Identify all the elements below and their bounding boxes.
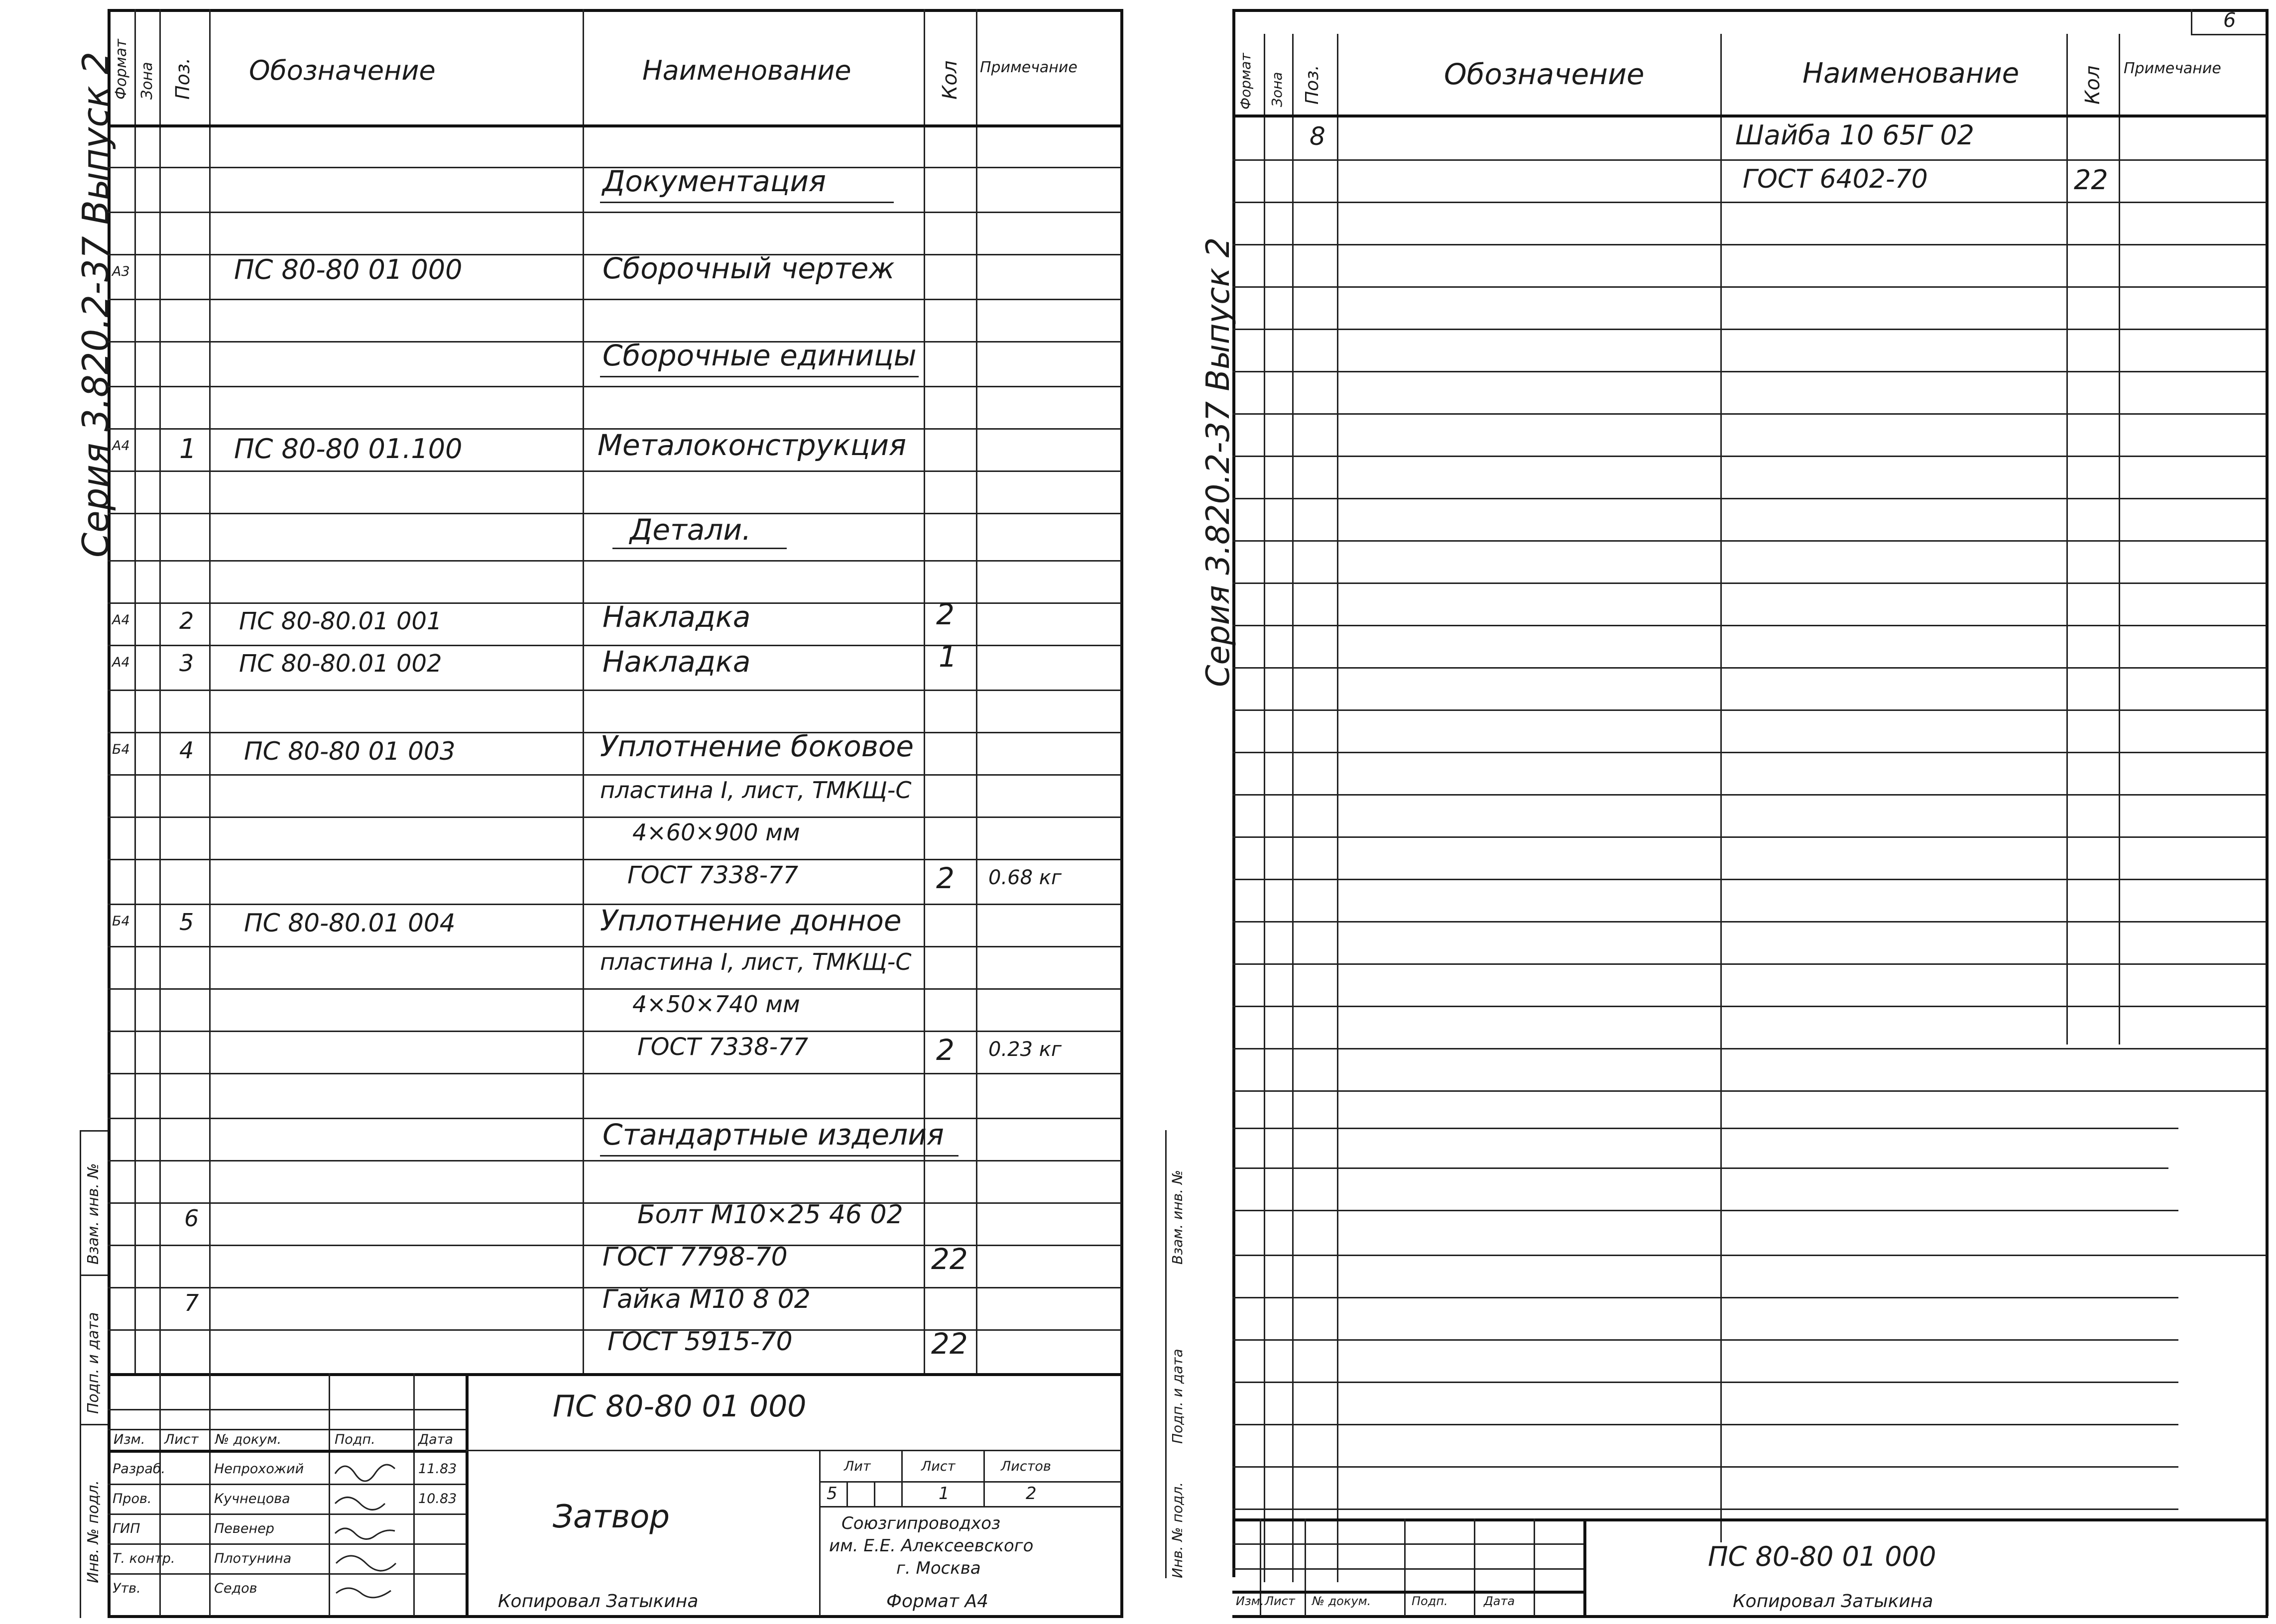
- section-title: Детали.: [630, 513, 751, 547]
- cell-name: Уплотнение донное: [600, 904, 902, 937]
- col-header-qty: Кол: [2081, 65, 2104, 105]
- col-line: [583, 9, 584, 1373]
- tb-header-doc: № докум.: [1312, 1594, 1371, 1608]
- row-line: [1232, 879, 2266, 880]
- row-line: [1232, 625, 2266, 626]
- section-title: Стандартные изделия: [602, 1118, 944, 1152]
- row-line: [1232, 329, 2266, 330]
- row-line: [108, 816, 1121, 818]
- col-line: [2119, 34, 2120, 1044]
- side-stamp-label: Инв. № подл.: [85, 1480, 102, 1583]
- tb-line: [819, 1506, 1122, 1508]
- row-line: [1232, 1128, 2178, 1129]
- sheet-number-box: [2191, 9, 2192, 34]
- col-header-name: Наименование: [1802, 57, 2020, 90]
- tb-role: ГИП: [113, 1521, 140, 1536]
- cell-qty: 2: [936, 861, 955, 895]
- row-line: [108, 560, 1121, 562]
- row-line: [1232, 1466, 2178, 1468]
- tb-role: Утв.: [113, 1581, 141, 1596]
- side-stamp-label: Подп. и дата: [85, 1312, 102, 1414]
- cell-name: ГОСТ 5915-70: [607, 1327, 793, 1357]
- tb-row: [108, 1573, 466, 1575]
- cell-note: 0.68 кг: [988, 866, 1062, 889]
- side-stamp-line: [80, 1275, 108, 1276]
- row-line: [108, 1031, 1121, 1032]
- title-block-divider: [1583, 1518, 1586, 1616]
- tb-role: Разраб.: [113, 1461, 166, 1477]
- tb-header-izm: Изм.: [114, 1432, 145, 1447]
- cell-name: Металоконструкция: [598, 428, 906, 462]
- cell-name: ГОСТ 7338-77: [637, 1033, 809, 1061]
- cell-name: 4×60×900 мм: [632, 819, 800, 846]
- spec-sheet-right: [1125, 0, 2276, 1624]
- frame-top: [1232, 9, 2266, 12]
- tb-header-date: Дата: [1484, 1594, 1515, 1608]
- frame-left: [108, 9, 111, 1130]
- tb-header-list: Лист: [1265, 1594, 1295, 1608]
- tb-row: [1232, 1568, 1583, 1570]
- row-line: [1232, 1382, 2178, 1383]
- col-line: [1337, 34, 1338, 1582]
- tb-org: Союзгипроводхоз: [841, 1513, 1001, 1533]
- section-underline: [612, 548, 787, 549]
- col-header-name: Наименование: [642, 55, 851, 86]
- cell-designation: ПС 80-80 01 000: [234, 254, 463, 285]
- col-header-pos: Поз.: [1302, 65, 1322, 105]
- cell-name: Шайба 10 65Г 02: [1735, 119, 1975, 151]
- cell-name: ГОСТ 6402-70: [1743, 164, 1928, 194]
- tb-date: 10.83: [418, 1491, 457, 1507]
- tb-person: Непрохожий: [214, 1461, 304, 1477]
- row-line: [1232, 1339, 2178, 1341]
- tb-line: [819, 1481, 1122, 1483]
- cell-qty: 2: [936, 597, 955, 631]
- tb-line: [983, 1450, 985, 1506]
- cell-pos: 4: [179, 737, 194, 764]
- tb-sheets-value: 2: [1026, 1484, 1037, 1504]
- row-line: [1232, 1210, 2178, 1211]
- row-line: [108, 299, 1121, 300]
- side-stamp-label: Подп. и дата: [1169, 1349, 1186, 1444]
- tb-header-date: Дата: [418, 1432, 453, 1447]
- row-line: [1232, 413, 2266, 415]
- tb-header-izm: Изм.: [1236, 1594, 1264, 1608]
- cell-name: Уплотнение боковое: [600, 729, 914, 763]
- row-line: [1232, 202, 2266, 203]
- side-stamp-divider: [1165, 1130, 1167, 1578]
- col-header-zone: Зона: [1269, 72, 1285, 107]
- col-header-designation: Обозначение: [249, 55, 436, 86]
- tb-line: [846, 1481, 848, 1506]
- tb-person: Певенер: [214, 1521, 274, 1536]
- cell-format: А4: [112, 438, 130, 454]
- cell-designation: ПС 80-80.01 002: [239, 650, 442, 678]
- tb-row: [108, 1484, 466, 1485]
- tb-col: [1305, 1518, 1306, 1616]
- title-block-line: [819, 1450, 821, 1616]
- col-header-format: Формат: [113, 39, 130, 100]
- col-header-pos: Поз.: [172, 57, 194, 100]
- tb-line: [901, 1450, 903, 1506]
- tb-sheet-value: 1: [939, 1484, 950, 1504]
- cell-qty: 22: [931, 1327, 968, 1361]
- col-header-format: Формат: [1237, 53, 1254, 110]
- row-line: [1232, 540, 2266, 542]
- row-line: [1232, 794, 2266, 796]
- row-line: [108, 470, 1121, 472]
- cell-pos: 8: [1310, 122, 1325, 151]
- col-line: [1720, 34, 1722, 1542]
- tb-row: [108, 1450, 466, 1453]
- row-line: [108, 690, 1121, 691]
- cell-designation: ПС 80-80 01.100: [234, 433, 463, 464]
- title-block-top: [1232, 1518, 2266, 1521]
- row-line: [108, 988, 1121, 990]
- tb-code: ПС 80-80 01 000: [553, 1389, 807, 1424]
- row-line: [108, 386, 1121, 387]
- col-line: [209, 9, 211, 1373]
- row-line: [1232, 1255, 2266, 1256]
- side-stamp-label: Инв. № подл.: [1169, 1482, 1186, 1578]
- tb-row: [108, 1543, 466, 1545]
- cell-designation: ПС 80-80.01 004: [244, 909, 456, 937]
- cell-pos: 3: [179, 650, 194, 677]
- tb-row: [1232, 1591, 1583, 1594]
- footer-copied-by: Копировал Затыкина: [498, 1591, 699, 1612]
- section-title: Сборочные единицы: [602, 339, 917, 372]
- tb-org: г. Москва: [896, 1558, 981, 1578]
- row-line: [1232, 286, 2266, 288]
- tb-lit-value: 5: [827, 1484, 838, 1504]
- col-line: [2066, 34, 2068, 1044]
- tb-row: [108, 1513, 466, 1515]
- tb-row: [108, 1429, 466, 1430]
- frame-top: [108, 9, 1121, 12]
- section-underline: [600, 1155, 958, 1157]
- col-line: [1264, 34, 1265, 1582]
- frame-bottom: [108, 1615, 1123, 1618]
- row-line: [1232, 963, 2266, 965]
- tb-person: Плотунина: [214, 1551, 292, 1566]
- tb-col: [1474, 1518, 1475, 1616]
- cell-name: Гайка М10 8 02: [602, 1284, 811, 1314]
- row-line: [108, 946, 1121, 947]
- series-label: Серия 3.820.2-37 Выпуск 2: [75, 51, 117, 558]
- row-line: [108, 1160, 1121, 1161]
- cell-name: ГОСТ 7798-70: [602, 1242, 788, 1272]
- side-stamp-line: [80, 1130, 108, 1132]
- tb-sheets-label: Листов: [1001, 1459, 1051, 1474]
- row-line: [108, 513, 1121, 514]
- row-line: [108, 859, 1121, 860]
- cell-name: Накладка: [602, 600, 751, 634]
- section-title: Документация: [602, 164, 826, 198]
- row-line: [1232, 1090, 2266, 1092]
- cell-pos: 1: [179, 433, 197, 464]
- row-line: [1232, 498, 2266, 499]
- title-block-line: [466, 1450, 1122, 1451]
- cell-format: А4: [112, 655, 130, 670]
- row-line: [1232, 371, 2266, 372]
- row-line: [1232, 836, 2266, 838]
- side-stamp-divider: [80, 1130, 81, 1618]
- col-header-note: Примечание: [2124, 60, 2221, 77]
- cell-name: Накладка: [602, 645, 751, 679]
- cell-name: пластина I, лист, ТМКЩ-С: [600, 948, 912, 975]
- cell-name: пластина I, лист, ТМКЩ-С: [600, 777, 912, 804]
- row-line: [1232, 1508, 2178, 1510]
- tb-code: ПС 80-80 01 000: [1708, 1541, 1936, 1572]
- row-line: [1232, 244, 2266, 245]
- col-line: [924, 9, 925, 1373]
- frame-right: [2266, 9, 2269, 1616]
- side-stamp-label: Взам. инв. №: [85, 1163, 102, 1265]
- sheet-number-box: [2191, 34, 2266, 35]
- cell-format: Б4: [112, 914, 130, 929]
- tb-row: [108, 1409, 466, 1410]
- row-line: [1232, 1424, 2178, 1425]
- cell-qty: 22: [931, 1242, 968, 1276]
- cell-format: А3: [112, 264, 130, 279]
- row-line: [108, 774, 1121, 776]
- tb-sheet-label: Лист: [921, 1459, 956, 1474]
- row-line: [1232, 582, 2266, 584]
- tb-item-name: Затвор: [553, 1499, 670, 1535]
- row-line: [108, 1073, 1121, 1074]
- cell-qty: 1: [939, 640, 957, 674]
- series-label: Серия 3.820.2-37 Выпуск 2: [1200, 237, 1237, 687]
- signature-marks: [331, 1454, 411, 1613]
- tb-date: 11.83: [418, 1461, 457, 1477]
- row-line: [1232, 921, 2266, 923]
- tb-col: [1404, 1518, 1406, 1616]
- tb-header-doc: № докум.: [215, 1432, 282, 1447]
- row-line: [108, 1202, 1121, 1204]
- cell-format: Б4: [112, 742, 130, 757]
- cell-designation: ПС 80-80 01 003: [244, 737, 456, 766]
- cell-note: 0.23 кг: [988, 1038, 1062, 1061]
- col-header-zone: Зона: [138, 62, 156, 100]
- cell-name: Сборочный чертеж: [602, 251, 895, 285]
- frame-bottom: [1232, 1615, 2268, 1618]
- row-line: [1232, 1297, 2178, 1298]
- row-line: [1232, 1167, 2168, 1169]
- row-line: [1232, 1006, 2266, 1007]
- cell-designation: ПС 80-80.01 001: [239, 607, 442, 635]
- cell-format: А4: [112, 612, 130, 628]
- col-line: [976, 9, 977, 1373]
- tb-person: Кучнецова: [214, 1491, 290, 1507]
- tb-header-sign: Подп.: [335, 1432, 375, 1447]
- cell-pos: 2: [179, 607, 194, 634]
- row-line: [1232, 159, 2266, 161]
- footer-copied-by: Копировал Затыкина: [1733, 1591, 1933, 1612]
- cell-qty: 2: [936, 1033, 955, 1067]
- col-header-designation: Обозначение: [1444, 57, 1645, 91]
- cell-pos: 7: [184, 1289, 199, 1316]
- cell-qty: 22: [2074, 164, 2108, 196]
- cell-name: 4×50×740 мм: [632, 991, 800, 1018]
- cell-name: ГОСТ 7338-77: [627, 861, 799, 889]
- cell-name: Болт М10×25 46 02: [637, 1200, 903, 1230]
- tb-org: им. Е.Е. Алексеевского: [829, 1536, 1034, 1556]
- tb-header-list: Лист: [164, 1432, 199, 1447]
- cell-pos: 5: [179, 909, 194, 935]
- tb-role: Т. контр.: [113, 1551, 175, 1566]
- row-line: [1232, 1048, 2266, 1049]
- col-header-note: Примечание: [980, 59, 1078, 76]
- section-underline: [600, 376, 919, 377]
- cell-pos: 6: [184, 1205, 199, 1232]
- footer-format: Формат А4: [886, 1591, 989, 1612]
- col-line: [159, 9, 161, 1373]
- title-block-top: [108, 1373, 1121, 1376]
- tb-row: [1232, 1543, 1583, 1545]
- row-line: [1232, 709, 2266, 711]
- sheet-number: 6: [2223, 9, 2236, 32]
- section-underline: [600, 202, 894, 203]
- col-line: [1292, 34, 1294, 1582]
- tb-role: Пров.: [113, 1491, 152, 1507]
- col-line: [134, 9, 136, 1373]
- side-stamp-line: [80, 1424, 108, 1425]
- row-line: [1232, 752, 2266, 753]
- tb-header-sign: Подп.: [1412, 1594, 1448, 1608]
- spec-sheet-left: [0, 0, 1125, 1624]
- tb-lit-label: Лит: [844, 1459, 871, 1474]
- tb-line: [874, 1481, 875, 1506]
- tb-person: Седов: [214, 1581, 257, 1596]
- side-stamp-label: Взам. инв. №: [1169, 1169, 1186, 1265]
- header-bottom: [1232, 115, 2266, 117]
- row-line: [1232, 456, 2266, 457]
- row-line: [108, 212, 1121, 213]
- row-line: [1232, 667, 2266, 669]
- col-header-qty: Кол: [939, 60, 961, 100]
- tb-col: [1534, 1518, 1535, 1616]
- header-bottom: [108, 124, 1121, 127]
